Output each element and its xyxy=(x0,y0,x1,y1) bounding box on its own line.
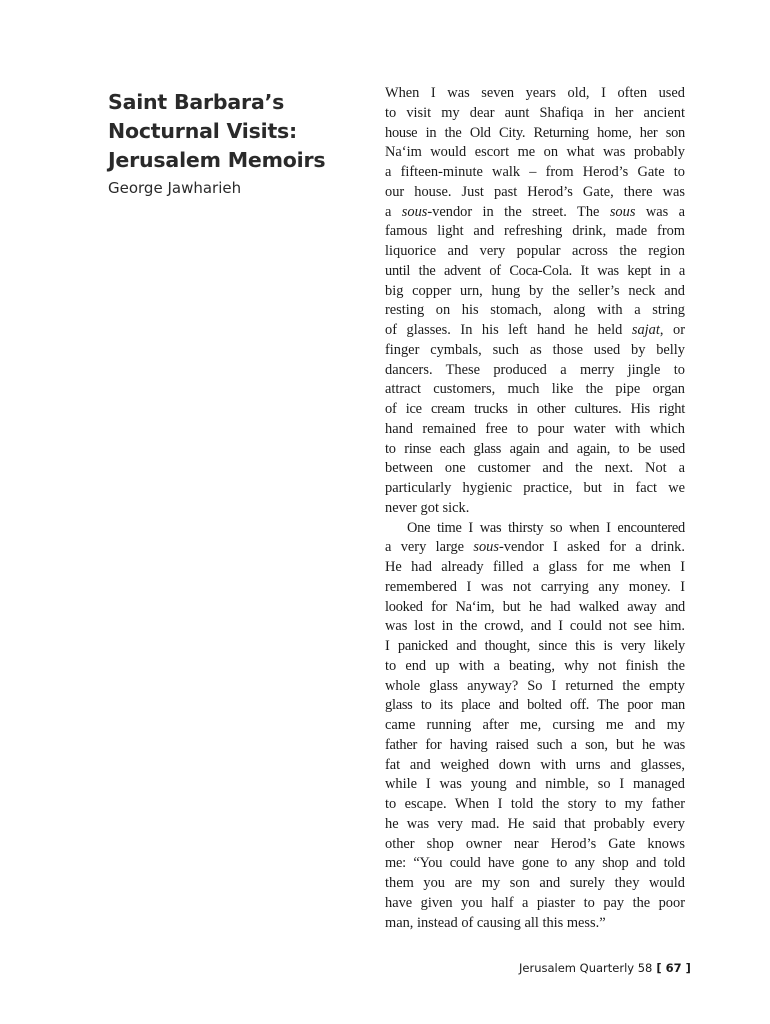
body-line: liquorice and very popular across the region xyxy=(385,243,685,259)
body-line: me: “You could have gone to any shop and told xyxy=(385,855,685,872)
body-line: have given you half a piaster to pay the poor xyxy=(385,894,685,911)
body-line: whole glass anyway? So I returned the empty xyxy=(385,677,685,694)
body-line: house in the Old City. Returning home, her son xyxy=(385,124,685,141)
body-line: a sous-vendor in the street. The sous was a xyxy=(385,203,685,220)
body-line: glass to its place and bolted off. The poor man xyxy=(385,697,685,714)
body-line: came running after me, cursing me and my xyxy=(385,717,685,733)
body-line: a fifteen-minute walk – from Herod’s Gate to xyxy=(385,164,685,180)
body-line: to rinse each glass again and again, to be used xyxy=(385,440,685,457)
body-line: father for having raised such a son, but he was xyxy=(385,736,685,753)
journal-name: Jerusalem Quarterly 58 xyxy=(519,961,653,975)
body-line: to escape. When I told the story to my father xyxy=(385,796,685,812)
body-line: our house. Just past Herod’s Gate, there was xyxy=(385,183,685,200)
body-line: attract customers, much like the pipe organ xyxy=(385,381,685,398)
body-line: of ice cream trucks in other cultures. His right xyxy=(385,401,685,417)
body-line: remembered I was not carrying any money. I xyxy=(385,578,685,595)
body-line: until the advent of Coca-Cola. It was kept in a xyxy=(385,262,685,279)
body-line: he was very mad. He said that probably every xyxy=(385,815,685,832)
body-line: One time I was thirsty so when I encountered xyxy=(407,519,685,536)
body-line: big copper urn, hung by the seller’s neck and xyxy=(385,282,685,299)
body-line: resting on his stomach, along with a string xyxy=(385,302,685,319)
author-name: George Jawharieh xyxy=(108,179,242,197)
body-line: man, instead of causing all this mess.” xyxy=(385,914,606,931)
body-line: of glasses. In his left hand he held sajat, or xyxy=(385,322,685,338)
body-line: hand remained free to pour water with which xyxy=(385,420,685,437)
body-line: When I was seven years old, I often used xyxy=(385,85,685,101)
body-line: looked for Na‘im, but he had walked away and xyxy=(385,598,685,615)
title-line: Saint Barbara’s xyxy=(108,90,285,114)
page-footer xyxy=(519,961,689,975)
body-line: while I was young and nimble, so I managed xyxy=(385,776,685,793)
body-line: between one customer and the next. Not a xyxy=(385,460,685,477)
body-line: a very large sous-vendor I asked for a drink. xyxy=(385,539,685,556)
body-line: to end up with a beating, why not finish the xyxy=(385,657,685,674)
body-line: particularly hygienic practice, but in fact we xyxy=(385,480,685,496)
article-title xyxy=(108,88,358,175)
article-body xyxy=(385,84,685,933)
body-line: He had already filled a glass for me when I xyxy=(385,559,685,575)
title-line: Jerusalem Memoirs xyxy=(108,148,326,172)
page-number: [ 67 ] xyxy=(656,961,691,975)
body-line: dancers. These produced a merry jingle to xyxy=(385,361,685,378)
body-line: Na‘im would escort me on what was probably xyxy=(385,144,685,161)
body-line: them you are my son and surely they would xyxy=(385,875,685,891)
body-line: other shop owner near Herod’s Gate knows xyxy=(385,835,685,852)
body-line: fat and weighed down with urns and glasses, xyxy=(385,756,685,773)
body-line: I panicked and thought, since this is very likely xyxy=(385,638,685,654)
title-line: Nocturnal Visits: xyxy=(108,119,298,143)
body-line: was lost in the crowd, and I could not see him. xyxy=(385,618,685,635)
body-line: never got sick. xyxy=(385,499,470,516)
body-line: famous light and refreshing drink, made from xyxy=(385,223,685,240)
body-line: finger cymbals, such as those used by belly xyxy=(385,341,685,358)
article-header xyxy=(108,88,358,197)
body-line: to visit my dear aunt Shafiqa in her ancient xyxy=(385,104,685,121)
